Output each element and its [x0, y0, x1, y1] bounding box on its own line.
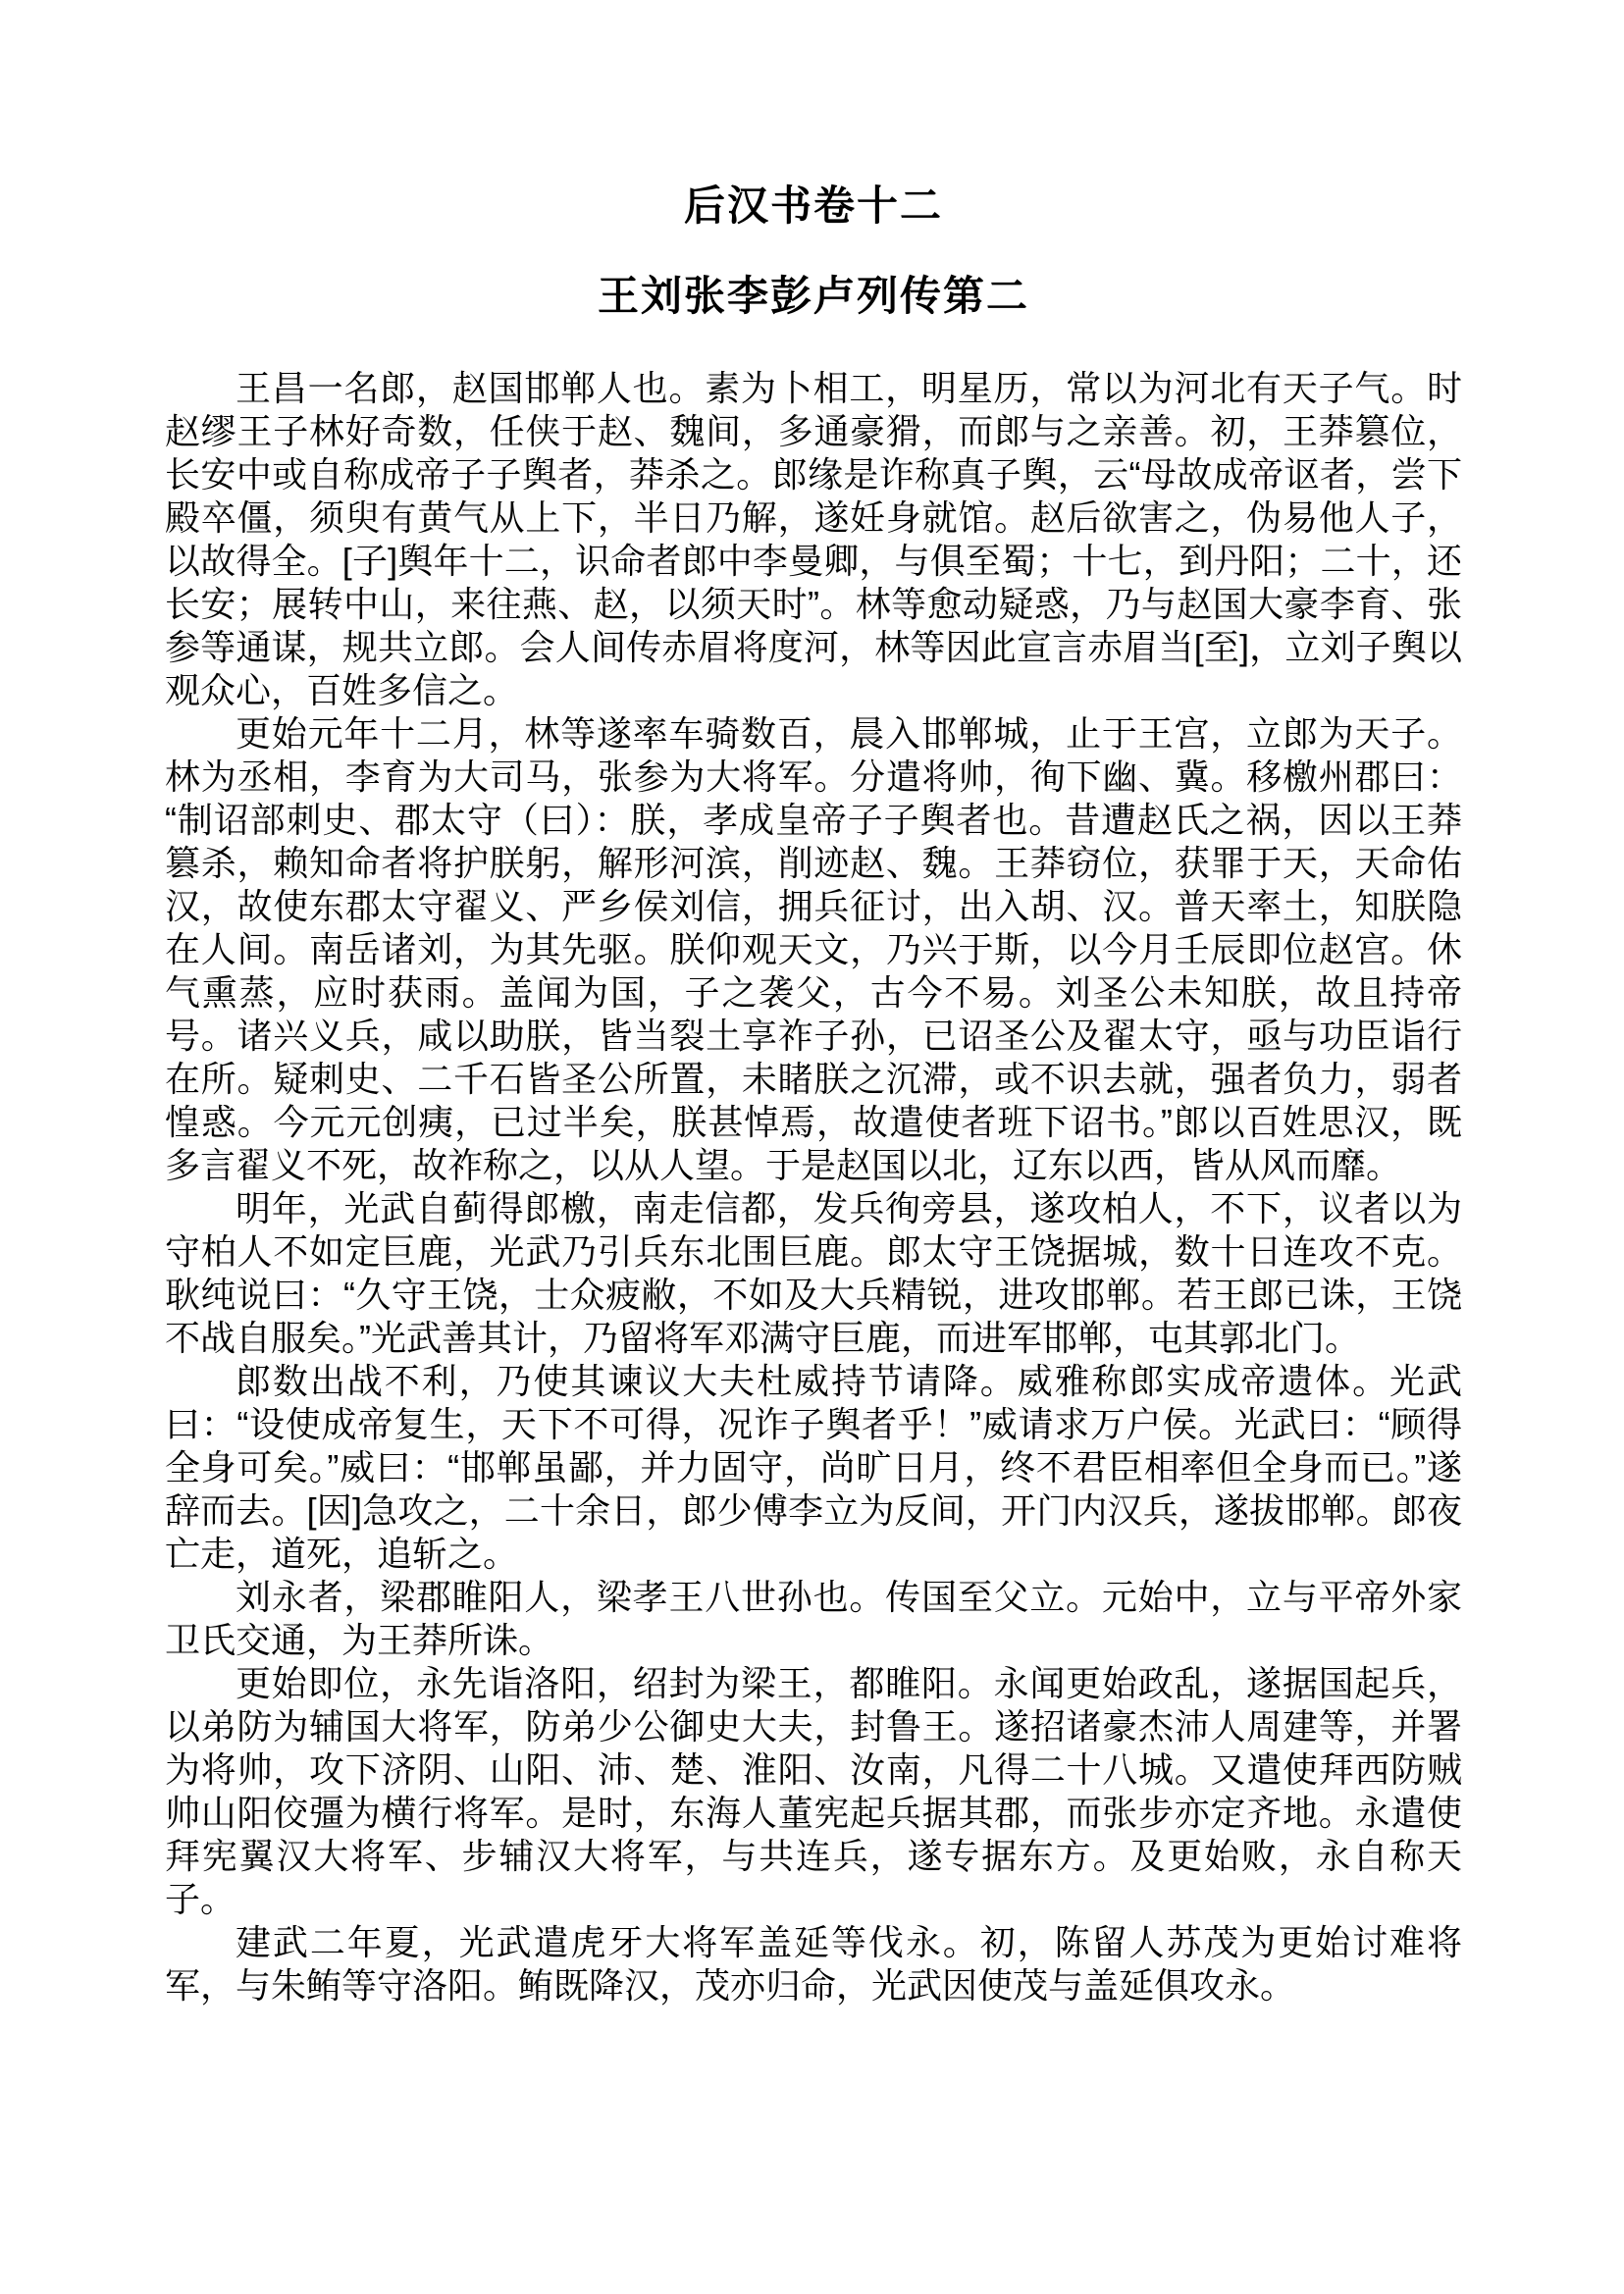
page-title: 后汉书卷十二	[683, 182, 943, 229]
section-title: 王刘张李彭卢列传第二	[597, 273, 1029, 319]
paragraph-gengshi-proclamation: 更始元年十二月，林等遂率车骑数百，晨入邯郸城，止于王宫，立郎为天子。林为丞相，李育为大司马，张参为大将军。分遣将帅，徇下幽、冀。移檄州郡曰：“制诏部刺史、郡太守（曰）：朕，孝成皇帝子子舆者也。昔遭赵氏之祸，因以王莽篡杀，赖知命者将护朕躬，解形河滨，削迹赵、魏。王莽窃位，获罪于天，天命佑汉，故使东郡太守翟义、严乡侯刘信，拥兵征讨，出入胡、汉。普天率土，知朕隐在人间。南岳诸刘，为其先驱。朕仰观天文，乃兴于斯，以今月壬辰即位赵宫。休气熏蒸，应时获雨。盖闻为国，子之袭父，古今不易。刘圣公未知朕，故且持帝号。诸兴义兵，咸以助朕，皆当裂土享祚子孙，已诏圣公及翟太守，亟与功臣诣行在所。疑刺史、二千石皆圣公所置，未睹朕之沉滞，或不识去就，强者负力，弱者惶惑。今元元创痍，已过半矣，朕甚悼焉，故遣使者班下诏书。”郎以百姓思汉，既多言翟义不死，故祚称之，以从人望。于是赵国以北，辽东以西，皆从风而靡。	[165, 713, 1462, 1185]
document-body	[165, 367, 1462, 2007]
paragraph-handan-fall: 郎数出战不利，乃使其谏议大夫杜威持节请降。威雅称郎实成帝遗体。光武曰：“设使成帝复生，天下不可得，况诈子舆者乎！”威请求万户侯。光武曰：“顾得全身可矣。”威曰：“邯郸虽鄙，并力固守，尚旷日月，终不君臣相率但全身而已。”遂辞而去。[因]急攻之，二十余日，郎少傅李立为反间，开门内汉兵，遂拔邯郸。郎夜亡走，道死，追斩之。	[165, 1361, 1462, 1574]
paragraph-liu-yong-rise: 更始即位，永先诣洛阳，绍封为梁王，都睢阳。永闻更始政乱，遂据国起兵，以弟防为辅国大将军，防弟少公御史大夫，封鲁王。遂招诸豪杰沛人周建等，并署为将帅，攻下济阴、山阳、沛、楚、淮阳、汝南，凡得二十八城。又遣使拜西防贼帅山阳佼彊为横行将军。是时，东海人董宪起兵据其郡，而张步亦定齐地。永遣使拜宪翼汉大将军、步辅汉大将军，与共连兵，遂专据东方。及更始败，永自称天子。	[165, 1663, 1462, 1919]
paragraph-guangwu-siege-julu: 明年，光武自蓟得郎檄，南走信都，发兵徇旁县，遂攻柏人，不下，议者以为守柏人不如定巨鹿，光武乃引兵东北围巨鹿。郎太守王饶据城，数十日连攻不克。耿纯说曰：“久守王饶，士众疲敝，不如及大兵精锐，进攻邯郸。若王郎已诛，王饶不战自服矣。”光武善其计，乃留将军邓满守巨鹿，而进军邯郸，屯其郭北门。	[165, 1188, 1462, 1358]
document-page	[165, 0, 1462, 2294]
paragraph-wang-chang-intro: 王昌一名郎，赵国邯郸人也。素为卜相工，明星历，常以为河北有天子气。时赵缪王子林好奇数，任侠于赵、魏间，多通豪猾，而郎与之亲善。初，王莽篡位，长安中或自称成帝子子舆者，莽杀之。郎缘是诈称真子舆，云“母故成帝讴者，尝下殿卒僵，须臾有黄气从上下，半日乃解，遂妊身就馆。赵后欲害之，伪易他人子，以故得全。[子]舆年十二，识命者郎中李曼卿，与俱至蜀；十七，到丹阳；二十，还长安；展转中山，来往燕、赵，以须天时”。林等愈动疑惑，乃与赵国大豪李育、张参等通谋，规共立郎。会人间传赤眉将度河，林等因此宣言赤眉当[至]，立刘子舆以观众心，百姓多信之。	[165, 368, 1462, 710]
paragraph-jianwu-campaign: 建武二年夏，光武遣虎牙大将军盖延等伐永。初，陈留人苏茂为更始讨难将军，与朱鲔等守洛阳。鲔既降汉，茂亦归命，光武因使茂与盖延俱攻永。	[165, 1922, 1462, 2006]
paragraph-liu-yong-intro: 刘永者，梁郡睢阳人，梁孝王八世孙也。传国至父立。元始中，立与平帝外家卫氏交通，为王莽所诛。	[165, 1577, 1462, 1660]
